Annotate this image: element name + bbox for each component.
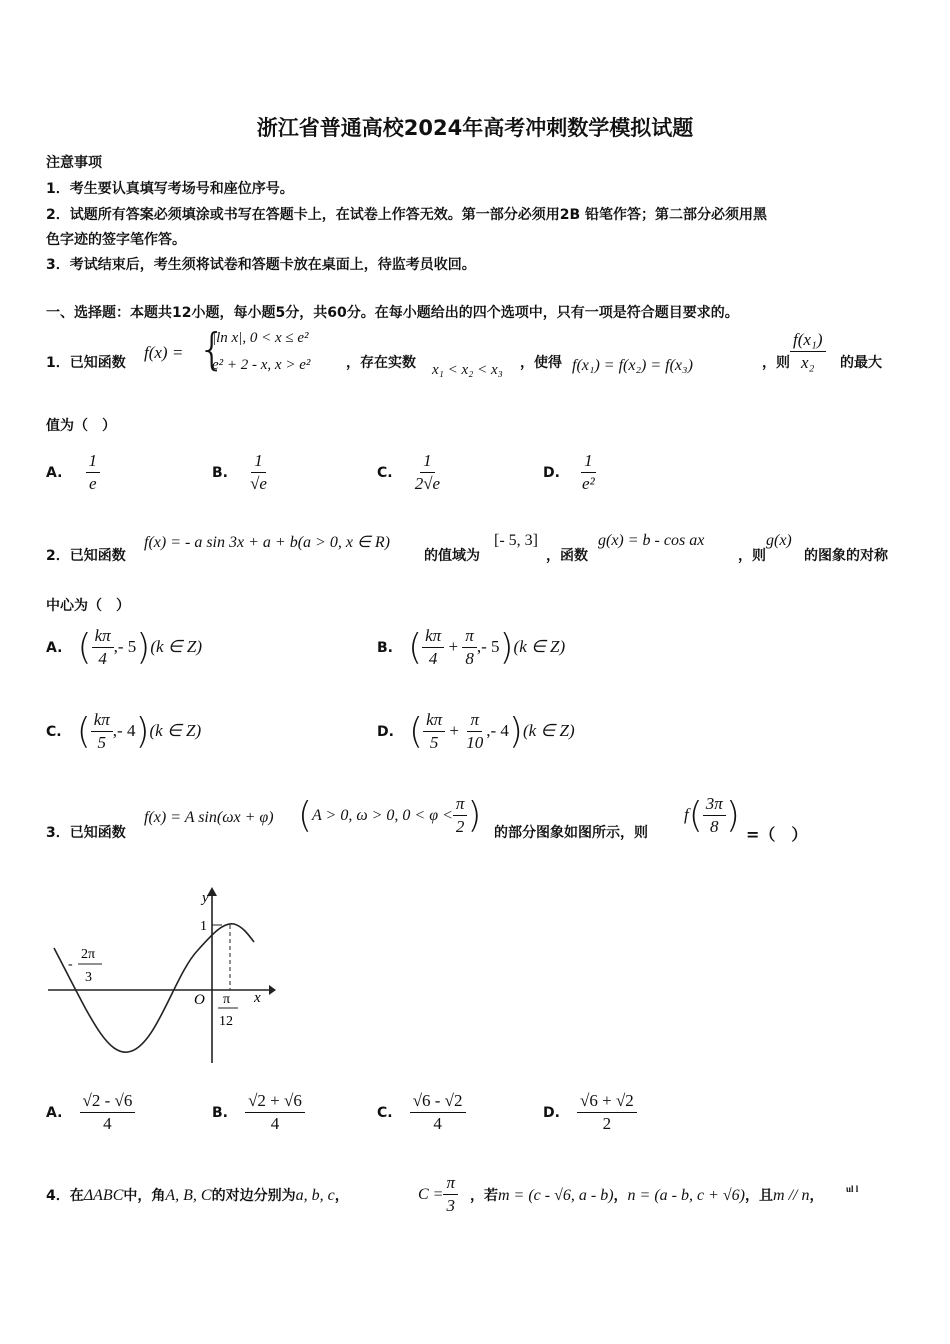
q2-gx-ref: g(x): [766, 532, 792, 549]
q2-fx: f(x) = - a sin 3x + a + b(a > 0, x ∈ R): [144, 534, 390, 551]
q3-option-b[interactable]: B. $\frac{√2 + √6}{4}$: [212, 1090, 305, 1135]
q2-option-d[interactable]: D. ( $\frac{k\pi}{5}$ + $\frac{\pi}{10}$ ,- 4)(k ∈ Z): [377, 710, 575, 752]
q2-text: 的图象的对称: [804, 548, 888, 564]
q2-text: 中心为（ ）: [46, 598, 130, 614]
q2-range: [- 5, 3]: [494, 532, 538, 549]
q1-text: ，使得: [520, 355, 562, 371]
q1-case2: e² + 2 - x, x > e²: [212, 357, 311, 373]
q3-condition: (A > 0, ω > 0, 0 < φ < $\frac{\pi}{2}$ ): [298, 794, 482, 836]
neg-sign: -: [68, 957, 73, 972]
q4-line: 4．在ΔABC中，角A, B, C的对边分别为a, b, c，: [46, 1187, 349, 1204]
q2-text: ，则: [738, 548, 766, 564]
q1-text: 值为（ ）: [46, 418, 116, 434]
pos-den: 12: [219, 1014, 233, 1029]
q3-sine-graph: [44, 880, 284, 1070]
section-heading: 一、选择题：本题共12小题，每小题5分，共60分。在每小题给出的四个选项中，只有一项是符合题目要求的。: [46, 305, 739, 321]
neg-num: 2π: [81, 947, 96, 962]
q1-fraction: $\frac{\text{f(x₁)}}{\text{x₂}}$: [790, 329, 826, 374]
q4-angle: C = $\frac{\pi}{3}$: [418, 1172, 458, 1217]
q2-intro: 2．已知函数: [46, 548, 126, 564]
q4-line-2: ，若m = (c - √6, a - b)，n = (a - b, c + √6)，且m // n，: [470, 1187, 824, 1204]
q2-option-c[interactable]: C. ( $\frac{k\pi}{5}$ ,- 4)(k ∈ Z): [46, 710, 202, 752]
pos-num: π: [223, 992, 231, 1007]
q3-text: 的部分图象如图所示，则: [494, 825, 648, 841]
page-title: 浙江省普通高校2024年高考冲刺数学模拟试题: [256, 116, 694, 140]
q1-text: ，存在实数: [346, 355, 416, 371]
notice-item: 3．考试结束后，考生须将试卷和答题卡放在桌面上，待监考员收回。: [46, 257, 476, 273]
sine-curve: [54, 924, 254, 1052]
one-label: 1: [200, 919, 207, 934]
q1-case1: |ln x|, 0 < x ≤ e²: [212, 330, 309, 346]
q1-text: ，则: [762, 355, 790, 371]
q3-intro: 3．已知函数: [46, 825, 126, 841]
notice-item: 色字迹的签字笔作答。: [46, 232, 186, 248]
q4-vector-marks: ul l: [846, 1184, 859, 1194]
notice-item: 1．考生要认真填写考场号和座位序号。: [46, 181, 294, 197]
q2-text: 的值域为: [424, 548, 480, 564]
q1-option-c[interactable]: C. $\frac{1}{2√e}$: [377, 451, 441, 493]
q3-option-c[interactable]: C. $\frac{√6 - √2}{4}$: [377, 1090, 466, 1135]
q1-option-d[interactable]: D. $\frac{1}{\text{e²}}$: [543, 451, 595, 493]
q3-option-d[interactable]: D. $\frac{√6 + √2}{2}$: [543, 1090, 637, 1135]
q1-brace: {: [198, 324, 226, 375]
q1-cond: x₁ < x₂ < x₃: [432, 362, 503, 378]
neg-den: 3: [85, 970, 92, 985]
q1-option-a[interactable]: A. $\frac{1}{e}$: [46, 450, 100, 495]
q1-text: 的最大: [840, 355, 882, 371]
q3-option-a[interactable]: A. $\frac{√2 - √6}{4}$: [46, 1090, 135, 1135]
q1-fx: f(x) =: [144, 343, 184, 362]
q2-option-b[interactable]: B. ( $\frac{k\pi}{4}$ + $\frac{\pi}{8}$ ,- 5)(k ∈ Z): [377, 626, 566, 668]
q1-option-b[interactable]: B. $\frac{1}{√e}$: [212, 451, 267, 493]
origin-label: O: [194, 992, 205, 1008]
q1-eq: f(x₁) = f(x₂) = f(x₃): [572, 357, 693, 374]
q3-text: =（ ）: [746, 825, 808, 844]
q3-target: f( $\frac{3\pi}{8}$ ): [684, 794, 740, 836]
y-label: y: [202, 890, 209, 906]
q2-gx: g(x) = b - cos ax: [598, 532, 705, 549]
x-label: x: [254, 990, 261, 1006]
notice-heading: 注意事项: [46, 155, 102, 171]
q2-text: ，函数: [546, 548, 588, 564]
q3-fx: f(x) = A sin(ωx + φ): [144, 809, 274, 826]
notice-item: 2．试题所有答案必须填涂或书写在答题卡上，在试卷上作答无效。第一部分必须用2B 铅笔作答；第二部分必须用黑: [46, 207, 768, 223]
q1-intro: 1．已知函数: [46, 355, 126, 371]
q2-option-a[interactable]: A. ( $\frac{k\pi}{4}$ ,- 5)(k ∈ Z): [46, 626, 202, 668]
x-axis-arrow: [269, 985, 276, 995]
